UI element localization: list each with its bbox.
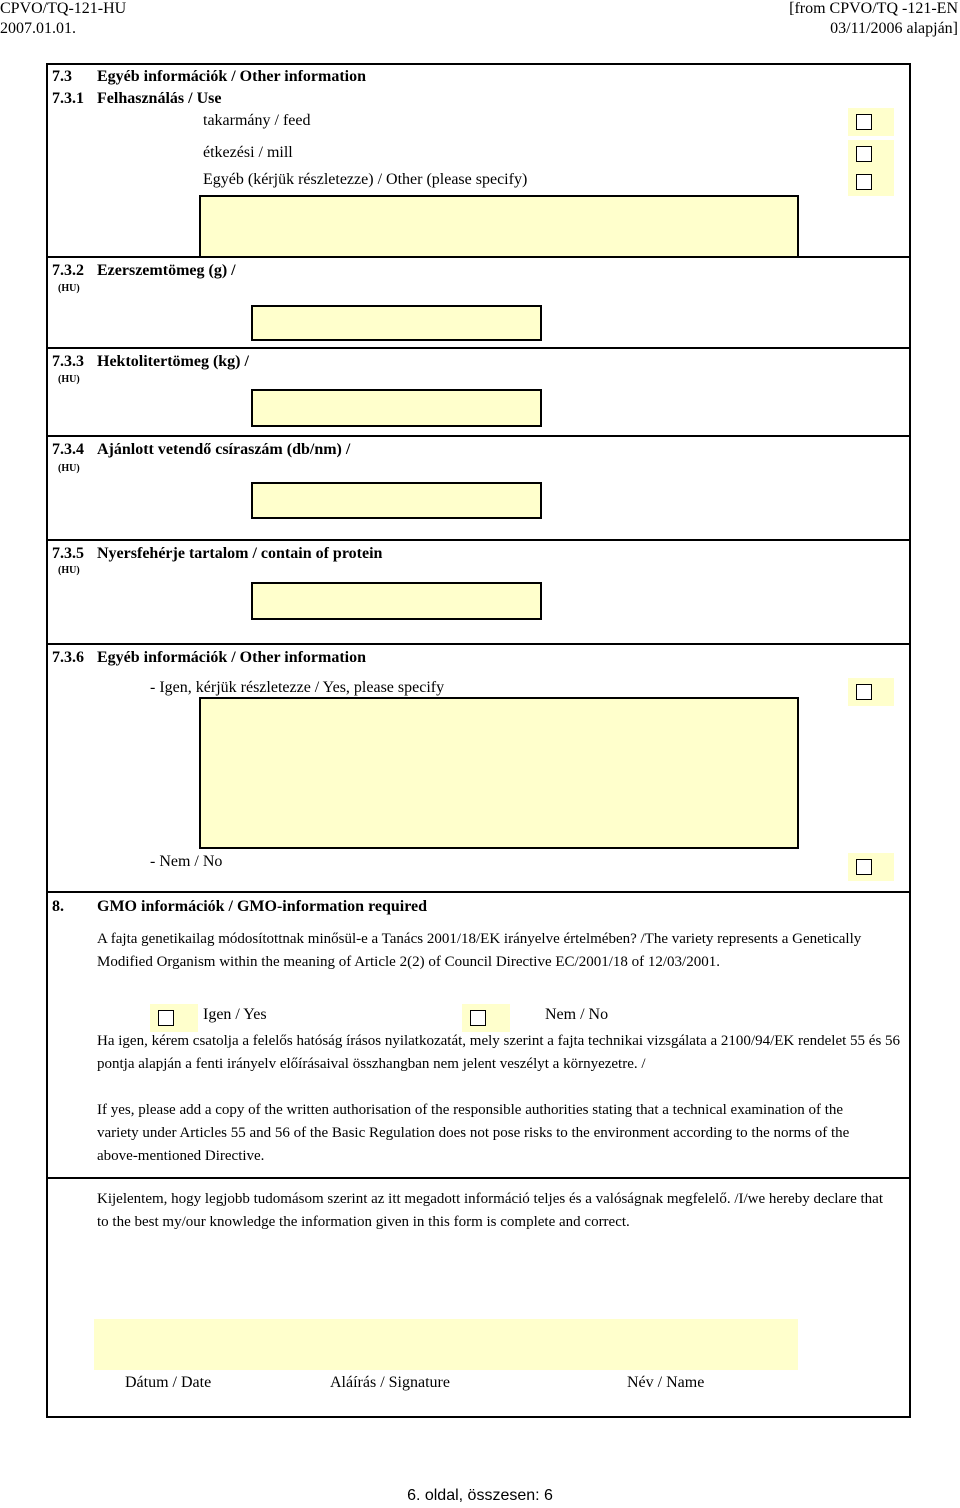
s734-num: 7.3.4	[52, 441, 84, 458]
gmo-hu-text: Ha igen, kérem csatolja a felelős hatóság írásos nyilatkozatát, mely szerint a fajta technikai vizsgálata a 2100/94/EK rendelet 55 és 56 pontja alapján a fenti irányelv előírásaival összhangban nem jelent veszélyt a környezetre. /	[97, 1033, 901, 1072]
s731-num: 7.3.1	[52, 90, 84, 107]
divider	[46, 891, 911, 893]
s735-num: 7.3.5	[52, 545, 84, 562]
signature-label: Aláírás / Signature	[330, 1374, 450, 1391]
name-label: Név / Name	[627, 1374, 705, 1391]
use-mill-label: étkezési / mill	[203, 144, 293, 161]
signature-area[interactable]	[94, 1319, 798, 1370]
gmo-yes-checkbox-cell[interactable]	[150, 1004, 198, 1032]
other-info-textarea[interactable]	[199, 697, 799, 849]
s8-num: 8.	[52, 898, 64, 915]
sowing-density-input[interactable]	[251, 482, 542, 519]
checkbox-icon[interactable]	[856, 114, 872, 130]
gmo-no-checkbox-cell[interactable]	[462, 1004, 510, 1032]
declaration-text: Kijelentem, hogy legjobb tudomásom szerint az itt megadott információ teljes és a valóságnak megfelelő. /I/we hereby declare that to the best my/our knowledge the information given in this form is complete and correct.	[97, 1191, 883, 1230]
s734-title: Ajánlott vetendő csíraszám (db/nm) /	[97, 441, 351, 458]
gmo-no-label: Nem / No	[545, 1006, 609, 1023]
checkbox-icon[interactable]	[158, 1010, 174, 1026]
divider	[46, 539, 911, 541]
s735-title: Nyersfehérje tartalom / contain of protein	[97, 545, 383, 562]
s73-num: 7.3	[52, 68, 72, 85]
source-date: 03/11/2006 alapján]	[830, 20, 958, 37]
s732-num: 7.3.2	[52, 262, 84, 279]
s735-hu: (HU)	[58, 565, 80, 576]
use-mill-checkbox-cell[interactable]	[848, 140, 894, 168]
other-yes-checkbox-cell[interactable]	[848, 678, 894, 706]
use-other-textarea[interactable]	[199, 195, 799, 257]
protein-content-input[interactable]	[251, 582, 542, 620]
divider	[46, 347, 911, 349]
page-number: 6. oldal, összesen: 6	[407, 1487, 553, 1504]
gmo-yes-label: Igen / Yes	[203, 1006, 267, 1023]
checkbox-icon[interactable]	[470, 1010, 486, 1026]
s73-title: Egyéb információk / Other information	[97, 68, 367, 85]
checkbox-icon[interactable]	[856, 146, 872, 162]
divider	[46, 256, 911, 258]
use-feed-label: takarmány / feed	[203, 112, 311, 129]
thousand-grain-weight-input[interactable]	[251, 305, 542, 341]
divider	[46, 1177, 911, 1179]
s734-hu: (HU)	[58, 463, 80, 474]
s732-hu: (HU)	[58, 283, 80, 294]
s732-title: Ezerszemtömeg (g) /	[97, 262, 236, 279]
date-label: Dátum / Date	[125, 1374, 212, 1391]
s731-title: Felhasználás / Use	[97, 90, 222, 107]
divider	[46, 643, 911, 645]
s736-title: Egyéb információk / Other information	[97, 649, 367, 666]
hectoliter-weight-input[interactable]	[251, 389, 542, 427]
checkbox-icon[interactable]	[856, 859, 872, 875]
use-other-checkbox-cell[interactable]	[848, 168, 894, 196]
doc-code: CPVO/TQ-121-HU	[0, 0, 127, 17]
s733-title: Hektolitertömeg (kg) /	[97, 353, 249, 370]
divider	[46, 435, 911, 437]
gmo-en-text: If yes, please add a copy of the written authorisation of the responsible authorities stating that a technical examination of the variety under Articles 55 and 56 of the Basic Regulation does not pose risks to the environment according to the norms of the above-mentioned Directive.	[97, 1102, 850, 1164]
checkbox-icon[interactable]	[856, 174, 872, 190]
checkbox-icon[interactable]	[856, 684, 872, 700]
s8-title: GMO információk / GMO-information required	[97, 898, 428, 915]
other-yes-label: - Igen, kérjük részletezze / Yes, please specify	[150, 679, 445, 696]
s733-hu: (HU)	[58, 374, 80, 385]
use-other-label: Egyéb (kérjük részletezze) / Other (please specify)	[203, 171, 528, 188]
gmo-question: A fajta genetikailag módosítottnak minősül-e a Tanács 2001/18/EK irányelve értelmében? /The variety represents a Genetically Modified Organism within the meaning of Article 2(2) of Council Directive EC/2001/18 of 12/03/2001.	[97, 931, 862, 970]
source-ref: [from CPVO/TQ -121-EN	[789, 0, 958, 17]
s733-num: 7.3.3	[52, 353, 84, 370]
doc-date: 2007.01.01.	[0, 20, 76, 37]
s736-num: 7.3.6	[52, 649, 84, 666]
other-no-checkbox-cell[interactable]	[848, 853, 894, 881]
other-no-label: - Nem / No	[150, 853, 223, 870]
use-feed-checkbox-cell[interactable]	[848, 108, 894, 136]
